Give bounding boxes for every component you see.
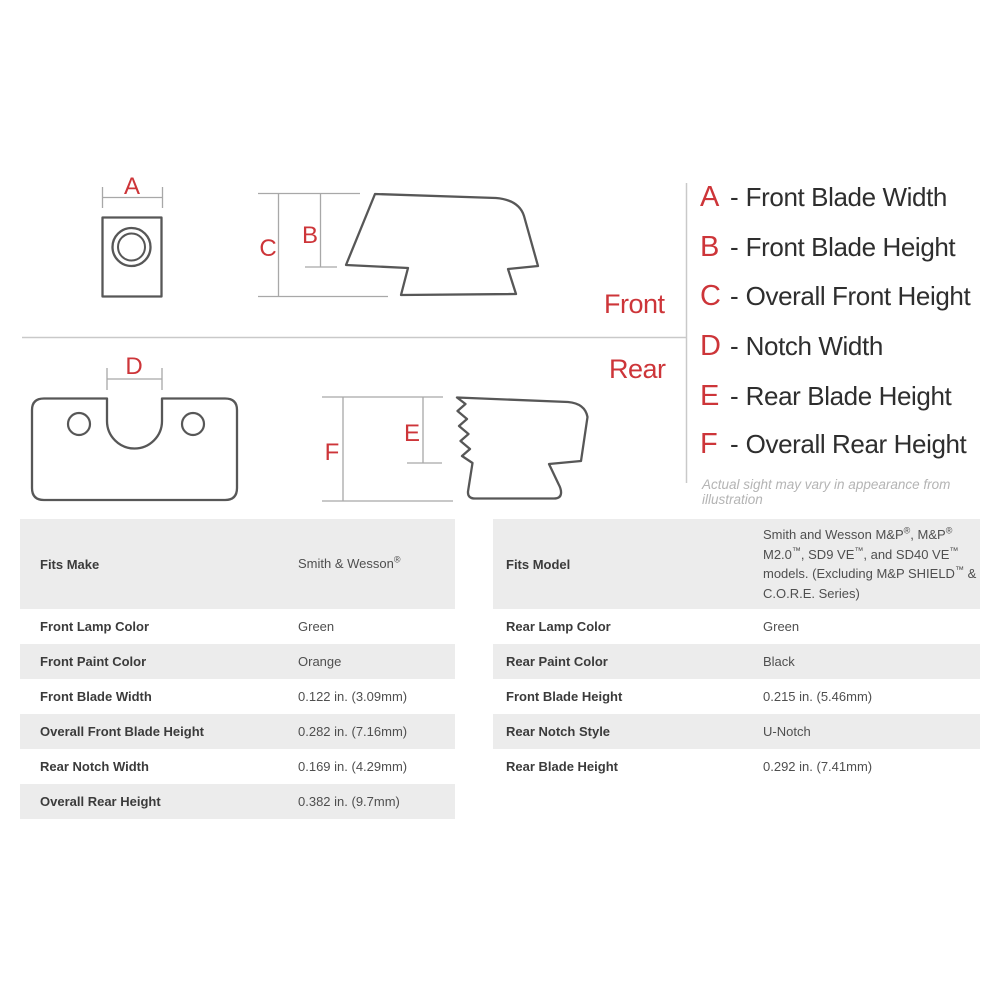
legend-row-c	[700, 280, 970, 312]
spec-label: Overall Front Blade Height	[40, 724, 204, 739]
legend-letter: B	[700, 230, 719, 263]
dimension-b-label: B	[301, 222, 319, 249]
legend-letter: F	[700, 427, 718, 460]
front-view-label: Front	[604, 289, 665, 319]
legend-letter: E	[700, 379, 719, 412]
spec-value: 0.282 in. (7.16mm)	[298, 723, 408, 739]
spec-row	[20, 644, 455, 679]
spec-label: Front Blade Width	[40, 689, 152, 704]
front-sight-side-profile	[346, 194, 538, 295]
spec-table-right	[493, 519, 980, 784]
legend-letter: C	[700, 279, 721, 312]
spec-row	[493, 609, 980, 644]
spec-label: Front Lamp Color	[40, 619, 150, 634]
legend-row-a	[700, 181, 947, 213]
spec-label: Fits Model	[506, 556, 571, 572]
legend-label: Front Blade Height	[745, 232, 956, 262]
spec-value: 0.122 in. (3.09mm)	[298, 688, 408, 704]
dimension-c-label: C	[259, 235, 277, 262]
legend-row-f	[700, 428, 966, 460]
spec-label: Front Blade Height	[506, 689, 623, 704]
spec-label: Overall Rear Height	[40, 794, 161, 809]
dimension-ef-lines	[322, 397, 453, 501]
disclaimer-text: Actual sight may vary in appearance from illustration	[702, 477, 951, 507]
spec-value: Green	[763, 618, 800, 634]
rear-lamp-left	[68, 413, 90, 435]
legend-label: Overall Rear Height	[745, 429, 967, 459]
front-lamp-inner-ring	[118, 234, 145, 261]
front-sight-front-view	[103, 218, 162, 297]
legend-label: Overall Front Height	[745, 281, 971, 311]
spec-row	[493, 519, 980, 609]
spec-value: Black	[763, 653, 795, 669]
rear-lamp-right	[182, 413, 204, 435]
legend-separator: -	[730, 182, 739, 212]
spec-row	[20, 679, 455, 714]
rear-view-label: Rear	[609, 354, 666, 384]
spec-value: U-Notch	[763, 723, 811, 739]
spec-row	[20, 714, 455, 749]
spec-label: Rear Blade Height	[506, 759, 618, 774]
dimension-d-label: D	[125, 353, 143, 380]
spec-row	[20, 784, 455, 819]
legend-letter: A	[700, 180, 719, 213]
spec-value: 0.215 in. (5.46mm)	[763, 688, 873, 704]
legend-label: Rear Blade Height	[745, 381, 952, 411]
spec-value: Smith & Wesson®	[298, 554, 401, 572]
spec-value: Green	[298, 618, 335, 634]
spec-row	[20, 609, 455, 644]
legend-row-e	[700, 380, 951, 412]
legend-letter: D	[700, 329, 721, 362]
legend-separator: -	[730, 429, 739, 459]
legend-separator: -	[730, 232, 739, 262]
spec-table-left	[20, 519, 455, 819]
legend-label: Front Blade Width	[745, 182, 947, 212]
legend-separator: -	[730, 381, 739, 411]
rear-sight-side-profile	[457, 398, 588, 499]
spec-label: Fits Make	[40, 556, 100, 572]
spec-row	[20, 749, 455, 784]
spec-label: Rear Notch Width	[40, 759, 149, 774]
spec-row	[493, 749, 980, 784]
legend-separator: -	[730, 281, 739, 311]
rear-sight-front-outline	[32, 399, 237, 501]
spec-row	[493, 714, 980, 749]
spec-value: Orange	[298, 653, 342, 669]
spec-row	[493, 644, 980, 679]
spec-value: 0.382 in. (9.7mm)	[298, 793, 400, 809]
spec-value: 0.169 in. (4.29mm)	[298, 758, 408, 774]
spec-value: 0.292 in. (7.41mm)	[763, 758, 873, 774]
dimension-e-label: E	[403, 420, 421, 447]
spec-row	[20, 519, 455, 609]
legend-row-b	[700, 231, 955, 263]
spec-row	[493, 679, 980, 714]
spec-label: Rear Lamp Color	[506, 619, 611, 634]
legend-separator: -	[730, 331, 739, 361]
legend-row-d	[700, 330, 883, 362]
spec-label: Front Paint Color	[40, 654, 147, 669]
spec-label: Rear Paint Color	[506, 654, 608, 669]
dimension-a-label: A	[123, 173, 141, 200]
dimension-f-label: F	[324, 439, 340, 466]
spec-value: Smith and Wesson M&P®, M&P® M2.0™, SD9 VE™, and SD40 VE™ models. (Excluding M&P SHIELD™ & C.O.R.E. Series)	[763, 525, 977, 601]
spec-label: Rear Notch Style	[506, 724, 611, 739]
legend-label: Notch Width	[745, 331, 883, 361]
